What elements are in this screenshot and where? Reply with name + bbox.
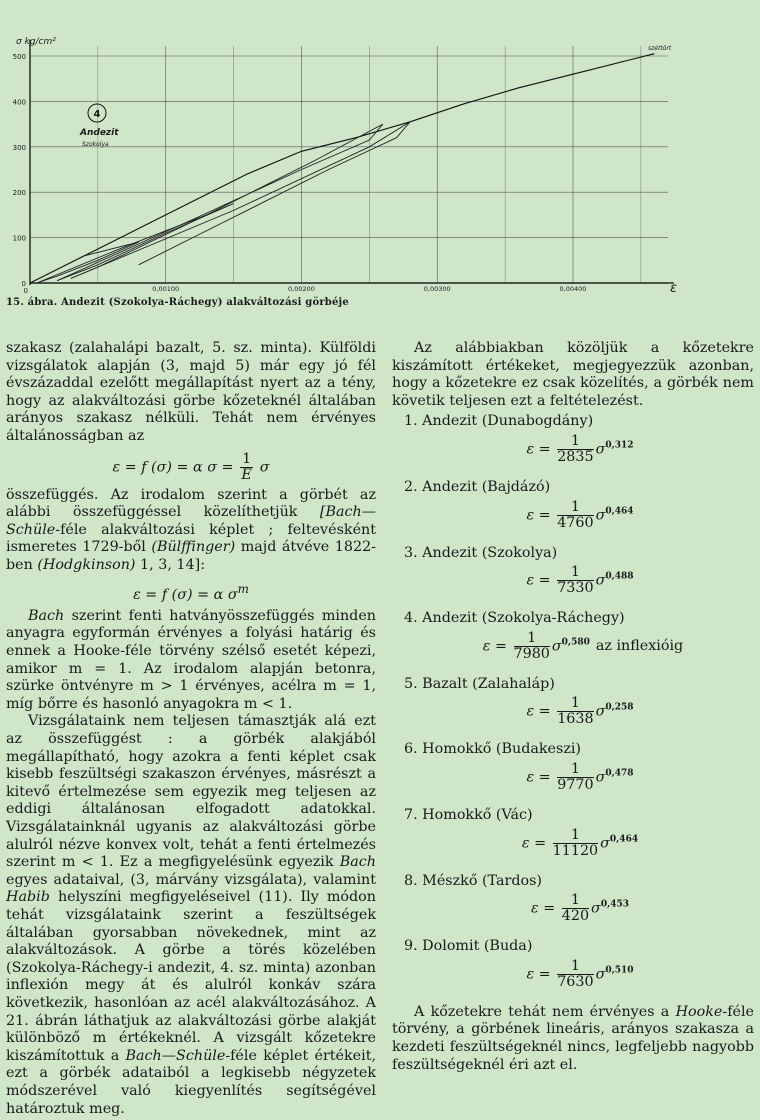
fraction-numerator: 1 [557,959,593,975]
formula-hooke-rhs: σ [259,459,270,476]
strain-curve-chart [0,0,760,300]
text-run: helyszíni megfigyeléseivel (11). Ily módon tehát vizsgálataink szerint a feszültségek általában gyorsabban növekednek, mint az alakváltozások. A görbe a törés közelében (Szokolya-Ráchegy-i andezit, 4. sz. minta) azonban inflexión megy át és alulról konkáv szára következik, hasonlóan az acél alakváltozásához. A 21. ábrán láthatjuk az alakváltozási görbe alakját különböző m értékeknél. A vizsgált kőzetekre kiszámítottuk a [6,889,376,1064]
rock-title: 6. Homokkő (Budakeszi) [404,741,582,758]
paragraph-2 [6,487,376,575]
fraction-denominator: 7630 [557,973,594,990]
fraction-denominator: 420 [561,908,590,925]
fraction-denominator: 2835 [557,448,594,465]
rock-formula [412,762,754,793]
y-tick-label: 200 [12,189,26,198]
sigma-symbol: σ [595,769,606,786]
formula-fraction [553,828,598,859]
author-habib: Habib [6,889,50,906]
y-tick-label: 300 [12,143,26,152]
epsilon-equals: ε = [526,769,551,786]
rock-formula [412,959,754,990]
x-tick-label: 0,00100 [152,285,180,293]
rock-formula [412,696,754,727]
rock-formula-list [392,413,754,989]
epsilon-equals: ε = [531,900,556,917]
formula-fraction [562,893,589,924]
left-column [6,340,376,1118]
paragraph-3 [6,608,376,714]
text-run: egyes adataival, (3, márvány vizsgálata), valamint [6,871,376,888]
author-bach: Bach [28,607,65,624]
exponent-value: 0,464 [609,834,639,845]
formula-power-exponent: m [237,581,249,596]
formula-fraction [557,500,593,531]
epsilon-equals: ε = [526,441,551,458]
rock-title: 7. Homokkő (Vác) [404,806,533,823]
y-tick-label: 0 [21,280,26,288]
text-run: összefüggés. Az irodalom szerint a görbét az alábbi összefüggéssel közelíthetjük [6,486,376,521]
text-run: majd átvéve 1822-ben [6,539,376,573]
epsilon-equals: ε = [526,703,551,720]
exponent-value: 0,488 [605,571,634,582]
formula-hooke [6,452,376,483]
text-run: -féle képlet értékeit, ezt a görbék adataiból a legkisebb négyzetek módszerével való kiegyenlítés segítségével határoztuk meg. [6,1047,376,1117]
fraction-numerator: 1 [557,762,593,778]
fraction-numerator: 1 [514,631,550,647]
formula-hooke-lhs: ε = f (σ) = α σ = [112,459,234,476]
formula-note: az inflexióig [595,638,684,655]
text-run: 1, 3, 14]: [135,556,206,573]
intro-paragraph: Az alábbiakban közöljük a kőzetekre kiszámított értékeket, megjegyezzük azonban, hogy a kőzetekre ez csak közelítés, a görbék nem követik teljesen ezt a feltételezést. [392,340,754,409]
rock-title: 1. Andezit (Dunabogdány) [404,413,594,430]
fraction-denominator: 11120 [552,842,599,859]
author-bach: Bach [339,854,376,871]
sigma-symbol: σ [551,638,562,655]
x-tick-label: 0,00400 [559,285,587,293]
end-label: széttört [648,45,672,52]
citation-bulffinger: (Bülffinger) [151,539,236,556]
sigma-symbol: σ [595,966,606,983]
epsilon-equals: ε = [526,966,551,983]
formula-fraction [557,762,593,793]
sigma-symbol: σ [595,703,606,720]
epsilon-equals: ε = [526,572,551,589]
text-run: -féle alakváltozási képlet ; feltevésként ismeretes 1729-ből [6,521,376,556]
fraction-numerator: 1 [562,893,589,909]
formula-fraction [557,565,593,596]
fraction-numerator: 1 [553,828,598,844]
formula-fraction [557,696,593,727]
citation-hodgkinson: (Hodgkinson) [37,556,136,573]
epsilon-equals: ε = [482,638,507,655]
rock-title: 2. Andezit (Bajdázó) [404,478,551,495]
rock-title: 4. Andezit (Szokolya-Ráchegy) [404,610,625,627]
y-tick-label: 100 [12,234,26,243]
closing-paragraph [392,1004,754,1074]
exponent-value: 0,510 [605,965,634,976]
rock-formula [412,565,754,596]
fraction-denominator: 7330 [557,580,594,597]
x-tick-label: 0,00300 [423,285,451,293]
formula-hooke-fraction [240,452,253,483]
paragraph-4 [6,713,376,1118]
author-bach-schule: Bach—Schüle [125,1047,226,1064]
fraction-denominator: 9770 [557,776,594,793]
rock-formula [412,500,754,531]
y-tick-label: 400 [12,98,26,107]
text-run: szerint fenti hatványösszefüggés minden anyagra egyformán érvényes a folyási határig és ennek a Hooke-féle törvény szélső esetét képezi, amikor m = 1. Az irodalom alapján betonra, szürke öntvényre m > 1 érvényes, acélra m = 1, míg bőrre és hasonló anyagokra m < 1. [6,607,376,712]
rock-title: 3. Andezit (Szokolya) [404,544,558,561]
exponent-value: 0,258 [605,703,634,714]
figure-caption: 15. ábra. Andezit (Szokolya-Ráchegy) alakváltozási görbéje [6,297,349,308]
epsilon-equals: ε = [526,507,551,524]
x-tick-label: 0,00200 [288,285,315,293]
rock-sublabel: Szokolya [82,141,109,148]
exponent-value: 0,453 [600,899,629,910]
hysteresis-loop [71,122,410,279]
sigma-symbol: σ [595,441,606,458]
formula-fraction [557,434,593,465]
formula-power [6,581,376,604]
formula-power-body: ε = f (σ) = α σ [133,586,238,603]
text-run: -féle törvény, a görbének lineáris, arányos szakasza a kezdeti feszültségeknél nincs, legfeljebb nagyobb feszültségeknél éri azt el. [392,1003,754,1073]
fraction-denominator: E [241,466,252,483]
fraction-denominator: 4760 [557,514,594,531]
rock-title: 9. Dolomit (Buda) [404,938,533,955]
fraction-numerator: 1 [557,500,593,516]
sigma-symbol: σ [595,572,606,589]
rock-formula [412,893,754,924]
sigma-symbol: σ [595,507,606,524]
fraction-numerator: 1 [557,565,593,581]
x-axis-label: ε [670,281,678,296]
right-column [392,340,754,1074]
strain-curve-figure [0,0,760,315]
y-axis-label: σ kg/cm² [16,37,56,47]
fraction-numerator: 1 [557,434,593,450]
rock-title: 8. Mészkő (Tardos) [404,872,543,889]
origin-label: 0 [23,287,28,295]
formula-fraction [514,631,550,662]
formula-fraction [557,959,593,990]
epsilon-equals: ε = [521,835,547,852]
rock-label: Andezit [80,128,119,138]
citation-bach-schule: [Bach—Schüle [6,504,376,538]
fraction-numerator: 1 [242,450,252,467]
rock-title: 5. Bazalt (Zalahaláp) [404,675,555,692]
exponent-value: 0,478 [605,768,634,779]
fraction-denominator: 7980 [513,645,550,662]
rock-formula [412,828,754,859]
exponent-value: 0,312 [605,440,634,451]
fraction-numerator: 1 [557,696,593,712]
fraction-denominator: 1638 [557,711,594,728]
sigma-symbol: σ [600,835,610,852]
author-hooke: Hooke [675,1003,723,1020]
rock-formula [412,631,754,662]
paragraph-1: szakasz (zalahalápi bazalt, 5. sz. minta). Külföldi vizsgálatok alapján (3, majd 5) már egy jó fél évszázaddal ezelőtt megállapítást nyert az a tény, hogy az alakváltozási görbe kőzeteknél általában arányos szakasz nélküli. Tehát nem érvényes általánosságban az [6,340,376,444]
exponent-value: 0,580 [561,637,590,648]
figure-badge-number: 4 [93,109,101,120]
y-tick-label: 500 [12,53,26,61]
sigma-symbol: σ [591,900,601,917]
rock-formula [412,434,754,465]
text-run: Vizsgálataink nem teljesen támasztják alá ezt az összefüggést : a görbék alakjából megállapítható, hogy azokra a fenti képlet csak kisebb feszültségi szakaszon érvényes, másrészt a kitevő értelmezése sem egyezik meg teljesen az eddigi általánosan elfogadott adatokkal. Vizsgálatainknál ugyanis az alakváltozási görbe alulról nézve konvex volt, tehát a fenti értelmezés szerint m < 1. Ez a megfigyelésünk egyezik [6,713,376,871]
exponent-value: 0,464 [605,506,634,517]
text-run: A kőzetekre tehát nem érvényes a [414,1003,676,1020]
